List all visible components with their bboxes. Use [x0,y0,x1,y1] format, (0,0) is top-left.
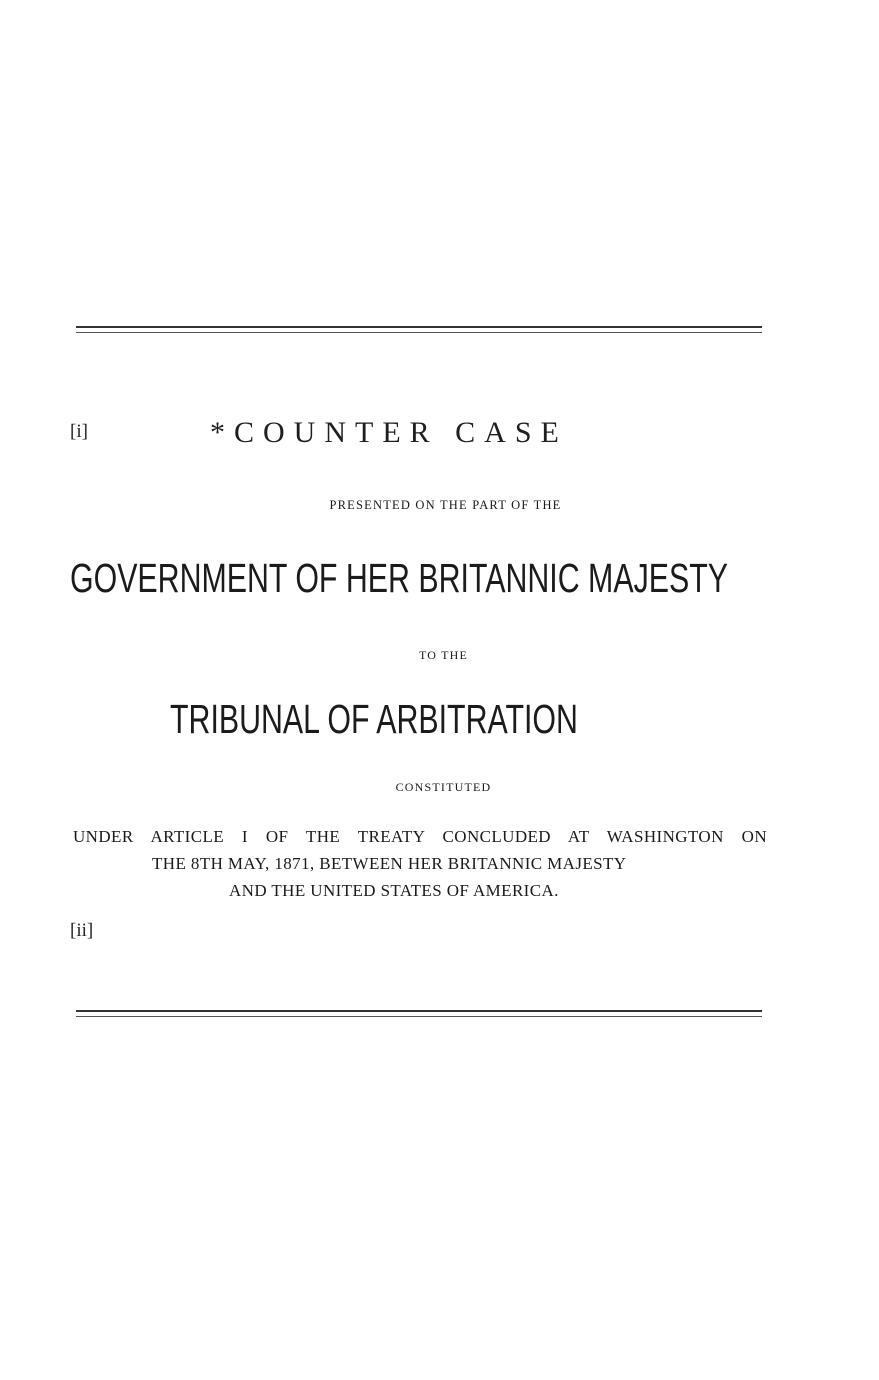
presented-line: PRESENTED ON THE PART OF THE [329,498,562,512]
top-double-rule [76,326,762,333]
treaty-line-2: THE 8TH MAY, 1871, BETWEEN HER BRITANNIC MAJESTY [152,854,627,873]
document-title: *COUNTER CASE [210,416,568,449]
bottom-double-rule [76,1010,762,1017]
constituted-line: CONSTITUTED [395,780,492,794]
page-marker-i: [i] [70,421,88,442]
government-heading: GOVERNMENT OF HER BRITANNIC MAJESTY [70,555,728,601]
treaty-line-3: AND THE UNITED STATES OF AMERICA. [229,881,559,900]
to-the-line: TO THE [418,648,469,662]
page-marker-ii: [ii] [70,920,94,941]
tribunal-heading: TRIBUNAL OF ARBITRATION [170,696,578,742]
treaty-line-1: UNDER ARTICLE I OF THE TREATY CONCLUDED AT WASHINGTON ON [73,827,767,846]
